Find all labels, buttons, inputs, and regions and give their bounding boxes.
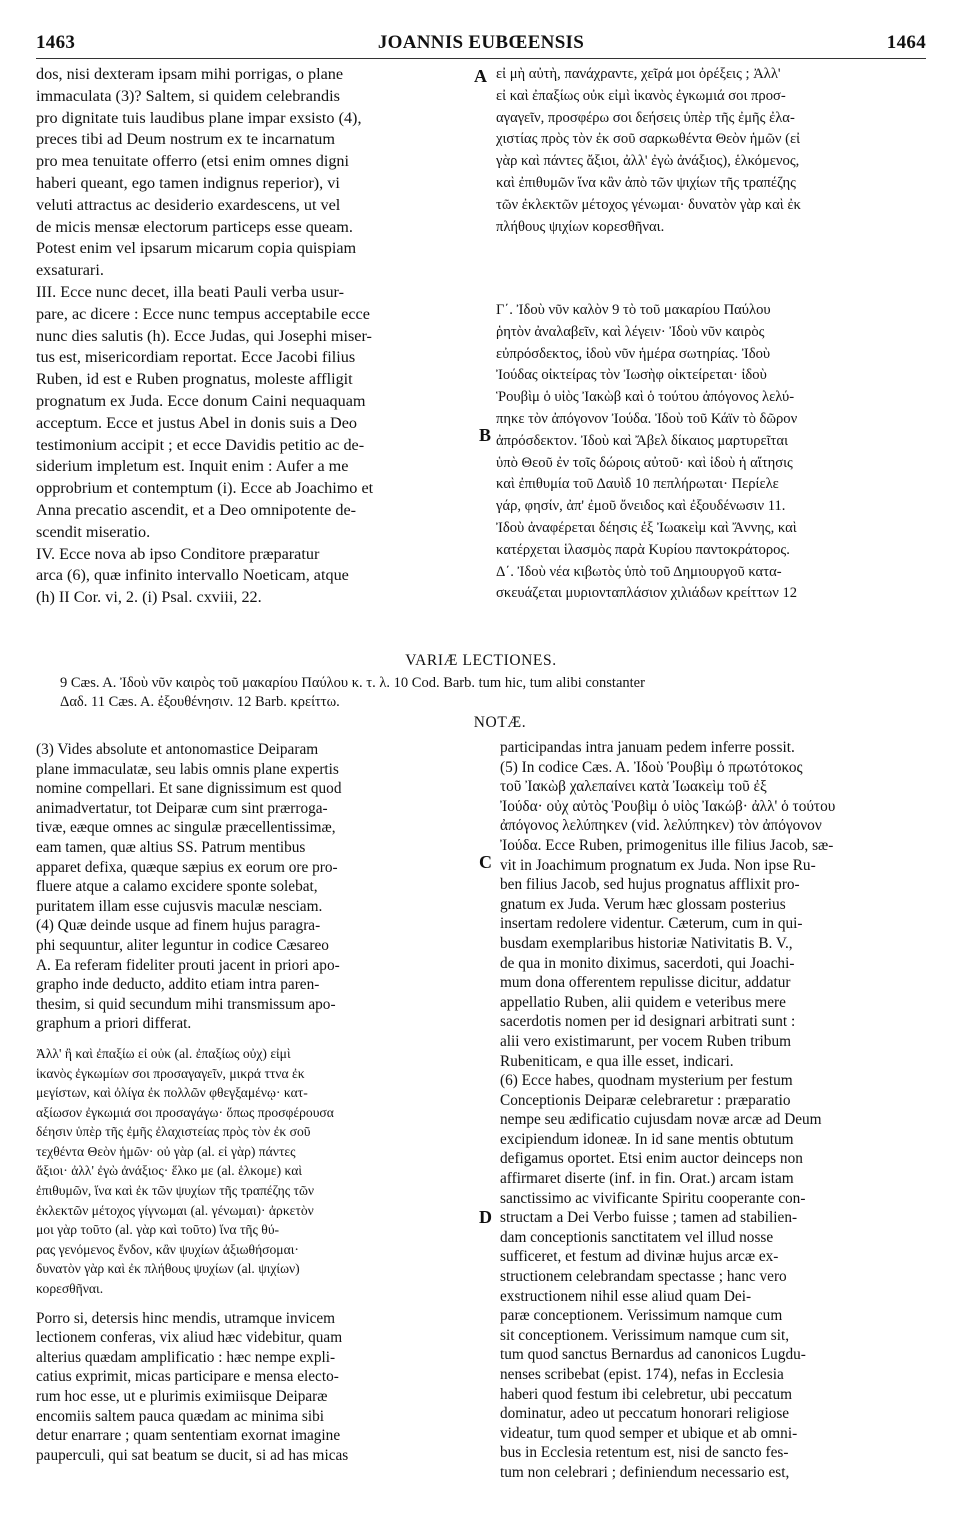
text-line: mum dona offerentem repulisse dicitur, addatur <box>500 974 791 992</box>
text-line: αγαγεῖν, προσφέρω σοι δεήσεις ὑπὲρ τῆς ἐμῆς ἐλα- <box>496 109 795 126</box>
text-line: exsaturari. <box>36 261 104 280</box>
text-line: dam conceptionis sanctitatem vel illud nosse <box>500 1228 774 1246</box>
text-line: Anna precatio ascendit, et a Deo omnipotente de- <box>36 500 357 519</box>
margin-marker-a: A <box>474 66 487 86</box>
text-line: siderium impletum est. Inquit enim : Aufer a me <box>36 457 349 476</box>
text-line: preces tibi ad Deum nostrum ex te incarnatum <box>36 130 335 149</box>
notae-left-column <box>36 740 480 1465</box>
text-line: animadvertatur, tot Deiparæ cum sint prærroga- <box>36 799 328 817</box>
text-line: πλήθους ψιχίων κορεσθῆναι. <box>496 218 665 235</box>
text-line: arca (6), quæ infinito intervallo Noeticam, atque <box>36 566 349 585</box>
text-line: pro mea tenuitate offerro (etsi enim omnes digni <box>36 152 350 171</box>
text-line: IV. Ecce nova ab ipso Conditore præparatur <box>36 544 320 563</box>
text-line: detur enarrare ; quam sententiam exornat imagine <box>36 1427 341 1445</box>
text-line: μεγίστων, καὶ ὀλίγα ἐκ πολλῶν φθεγξαμένῳ· κατ- <box>36 1085 308 1101</box>
text-line: nempe seu ædificatio cujusdam novæ arcæ ad Deum <box>500 1111 822 1129</box>
text-line: Rubeniticam, e qua ille esset, indicari. <box>500 1052 734 1070</box>
text-line: pro dignitate tuis laudibus plane impar exsisto (4), <box>36 108 362 127</box>
text-line: videatur, tum quod semper et ubique et ab omni- <box>500 1424 798 1442</box>
text-line: graphum a priori differat. <box>36 1015 192 1033</box>
text-line: τεχθέντα Θεὸν ἡμῶν· οὐ γὰρ (al. εἰ γὰρ) πάντες <box>36 1143 296 1159</box>
text-line: δυνατὸν γὰρ καὶ ἐκ πλήθους ψυχίων (al. ψιχίων) <box>36 1261 300 1277</box>
text-line: Ἰούδα· οὐχ αὐτὸς Ῥουβὶμ ὁ υἱὸς Ἰακώβ· ἀλλ' ὁ τούτου <box>500 797 836 815</box>
text-line: affirmaret diserte (inf. in fin. Orat.) arcam istam <box>500 1170 794 1188</box>
text-line: dos, nisi dexteram ipsam mihi porrigas, o plane <box>36 65 344 83</box>
text-line: tum quod sanctus Bernardus ad canonicos Lugdu- <box>500 1346 806 1364</box>
greek-main-column-upper <box>496 64 928 238</box>
text-line: thesim, si quid secundum mihi transmissum apo- <box>36 995 336 1013</box>
text-line: Δ΄. Ἰδοὺ νέα κιβωτὸς ὑπὸ τοῦ Δημιουργοῦ κατα- <box>496 563 782 580</box>
text-line: exstructionem nihil esse aliud quam Dei- <box>500 1287 752 1305</box>
text-line: defigamus oportet. Etsi enim auctor deinceps non <box>500 1150 803 1168</box>
text-line: καὶ ἐπιθυμῶν ἵνα κἂν ἀπὸ τῶν ψιχίων τῆς τραπέζης <box>496 174 796 191</box>
text-line: appellatio Ruben, alii quidem e veteribus mere <box>500 993 786 1011</box>
notae-right-column <box>500 738 928 1483</box>
text-line: (3) Vides absolute et antonomastice Deiparam <box>36 741 319 758</box>
text-line: αξίωσον ἐγκωμιά σοι προσαγάγω· ὅπως προσφέρουσα <box>36 1104 334 1120</box>
text-line: Porro si, detersis hinc mendis, utramque invicem <box>36 1309 336 1327</box>
text-line: haberi quod festum ibi celebretur, ubi peccatum <box>500 1385 793 1403</box>
text-line: sacerdotis nomen per id designari arbitrati sunt : <box>500 1013 796 1031</box>
text-line: Ἀλλ' ἢ καὶ ἐπαξίω εἰ οὐκ (al. ἐπαξίως οὐχ) εἰμὶ <box>36 1045 291 1061</box>
text-line: alterius quædam amplificatio : hæc nempe expli- <box>36 1348 336 1366</box>
text-line: Ἰδοὺ ἀναφέρεται δέησις ἐξ Ἰωακεὶμ καὶ Ἄννης, καὶ <box>496 519 797 536</box>
notae-heading: NOTÆ. <box>473 714 527 731</box>
running-header <box>36 30 926 56</box>
text-line: apparet defixa, quæque sæpius ex eorum ore pro- <box>36 858 338 876</box>
text-line: eam tamen, quæ altius SS. Patrum mentibus <box>36 838 306 856</box>
text-line: scendit miseratio. <box>36 522 151 541</box>
text-line: εἰ καὶ ἐπαξίως οὐκ εἰμὶ ἱκανὸς ἐγκωμιά σοι προσ- <box>496 87 786 104</box>
text-line: excipiendum idoneæ. In id sane mentis obtutum <box>500 1130 794 1148</box>
text-line: (4) Quæ deinde usque ad finem hujus paragra- <box>36 917 321 935</box>
text-line: haberi queant, ego tamen indignus reperior), vi <box>36 173 340 192</box>
greek-main-column-lower <box>496 300 928 605</box>
text-line: εἰ μὴ αὐτὴ, πανάχραντε, χεῖρά μοι ὀρέξεις ; Ἀλλ' <box>496 66 781 82</box>
text-line: sit conceptionem. Verissimum namque cum sit, <box>500 1326 790 1344</box>
text-line: ἀπρόσδεκτον. Ἰδοὺ καὶ Ἄβελ δίκαιος μαρτυρεῖται <box>496 432 788 449</box>
text-line: Ἰούδας οἰκτείρας τὸν Ἰωσὴφ οἰκτείρεται· ἰδοὺ <box>496 367 767 384</box>
text-line: tum non celebrari ; definiendum necessario est, <box>500 1463 790 1481</box>
text-line: vit in Joachimum prognatum ex Juda. Non ipse Ru- <box>500 856 816 874</box>
text-line: sanctissimo ac vivificante Spiritu cooperante con- <box>500 1189 806 1207</box>
text-line: dominatur, adeo ut peccatum honorari religiose <box>500 1405 790 1423</box>
text-line: structam a Dei Verbo fuisse ; tamen ad stabilien- <box>500 1209 798 1227</box>
text-line: κατέρχεται ἱλασμὸς παρὰ Κυρίου παντοκράτορος. <box>496 541 790 558</box>
text-line: ἄξιοι· ἀλλ' ἐγὼ ἀνάξιος· ἕλκο με (al. ἑλκομε) καὶ <box>36 1163 303 1179</box>
text-line: fluere atque a calamo excidere sponte solebat, <box>36 878 318 896</box>
text-line: ἱκανὸς ἐγκωμίων σοι προσαγαγεῖν, μικρά ττνα ἐκ <box>36 1065 305 1081</box>
text-line: gnatum ex Juda. Verum hæc glossam posterius <box>500 895 786 913</box>
variae-heading: VARIÆ LECTIONES. <box>405 652 557 669</box>
text-line: σκευάζεται μυριονταπλάσιον χιλιάδων κρείττων 12 <box>496 585 798 602</box>
text-line: ῥητὸν ἀναλαβεῖν, καὶ λέγειν· Ἰδοὺ νῦν καιρὸς <box>496 323 765 340</box>
text-line: καὶ ἐπιθυμία τοῦ Δαυὶδ 10 πεπλήρωται· Περίελε <box>496 476 779 493</box>
text-line: grapho inde deducto, addito etiam intra paren- <box>36 976 320 994</box>
page-number-left: 1463 <box>36 32 76 53</box>
text-line: (h) II Cor. vi, 2. (i) Psal. cxviii, 22. <box>36 588 262 607</box>
text-line: Γ΄. Ἰδοὺ νῦν καλὸν 9 τὸ τοῦ μακαρίου Παύλου <box>496 302 771 318</box>
text-line: ρας γενόμενος ἔνδον, κἂν ψυχίων ἀξιωθήσομαι· <box>36 1241 299 1257</box>
text-line: Ῥουβὶμ ὁ υἱὸς Ἰακὼβ καὶ ὁ τούτου ἀπόγονος λελύ- <box>496 389 795 406</box>
text-line: bus in Ecclesia retentum est, nisi de sancto fes- <box>500 1444 789 1462</box>
margin-marker-d: D <box>479 1207 492 1227</box>
text-line: ben filius Jacob, sed hujus prognatus afflixit pro- <box>500 876 800 894</box>
text-line: A. Ea referam fideliter prouti jacent in priori apo- <box>36 956 340 974</box>
text-line: veluti attractus ac desiderio exardescens, ut vel <box>36 195 341 214</box>
text-line: insertam redolere videntur. Cæterum, cum in qui- <box>500 915 803 933</box>
text-line: encomiis saltem pauca quædam ac minima sibi <box>36 1407 325 1425</box>
text-line: de qua in monito diximus, sacerdoti, qui Joachi- <box>500 954 795 972</box>
text-line: τοῦ Ἰακὼβ χαλεπαίνει κατὰ Ἰωακεὶμ τοῦ ἐξ <box>500 778 767 796</box>
text-line: nunc dies salutis (h). Ecce Judas, qui Josephi miser- <box>36 326 372 345</box>
page-number-right: 1464 <box>886 32 926 53</box>
text-line: alii vero existimarunt, per vocem Ruben tribum <box>500 1032 791 1050</box>
text-line: γάρ, φησίν, ἀπ' ἐμοῦ ὄνειδος καὶ ἐξουδένωσιν 11. <box>496 498 786 515</box>
margin-marker-b: B <box>479 425 492 445</box>
text-line: χιστίας πρὸς τὸν ἐκ σοῦ σαρκωθέντα Θεὸν ἡμῶν (εἰ <box>496 131 801 148</box>
text-line: ἐπιθυμῶν, ἵνα καὶ ἐκ τῶν ψυχίων τῆς τραπέζης τῶν <box>36 1183 315 1199</box>
text-line: tivæ, eæque omnes ac singulæ præcellentissimæ, <box>36 819 336 837</box>
text-line: ἀπόγονος λελύπηκεν (vid. λελύπηκεν) τὸν ἀπόγονον <box>500 817 822 835</box>
text-line: busdam exemplaribus historiæ Nativitatis B. V., <box>500 934 793 952</box>
text-line: Conceptionis Deiparæ celebraretur : præparatio <box>500 1091 791 1109</box>
margin-marker-c: C <box>479 852 492 872</box>
text-line: structionem celebrandam spectasse ; hanc vero <box>500 1268 787 1286</box>
text-line: pare, ac dicere : Ecce nunc tempus acceptabile ecce <box>36 304 370 323</box>
text-line: (5) In codice Cæs. A. Ἰδοὺ Ῥουβὶμ ὁ πρωτότοκος <box>500 758 803 776</box>
note-4-commentary <box>36 1309 480 1466</box>
text-line: pauperculi, qui sat beatum se ducit, si ad has micas <box>36 1446 349 1464</box>
text-line: εὐπρόσδεκτος, ἰδοὺ νῦν ἡμέρα σωτηρίας. Ἰδοὺ <box>496 345 771 362</box>
header-rule <box>36 58 926 59</box>
text-line: opprobrium et contemptum (i). Ecce ab Joachimo et <box>36 479 374 498</box>
latin-main-column <box>36 64 472 609</box>
text-line: μοι γὰρ τοῦτο (al. γὰρ καὶ τοῦτο) ἵνα τῆς θύ- <box>36 1222 280 1238</box>
text-line: τῶν ἐκλεκτῶν μέτοχος γένωμαι· δυνατὸν γὰρ καὶ ἐκ <box>496 196 801 213</box>
text-line: δέησιν ὑπὲρ τῆς ἐμῆς ἐλαχιστείας πρὸς τὸν ἐκ σοῦ <box>36 1124 311 1140</box>
text-line: (6) Ecce habes, quodnam mysterium per festum <box>500 1072 793 1090</box>
text-line: III. Ecce nunc decet, illa beati Pauli verba usur- <box>36 282 344 301</box>
text-line: tus est, misericordiam reportat. Ecce Jacobi filius <box>36 348 356 367</box>
note-4-greek-variant <box>36 1044 480 1299</box>
text-line: lectionem conferas, vix aliud hæc videbitur, quam <box>36 1329 343 1347</box>
text-line: ἐκλεκτῶν μέτοχος γίγνωμαι (al. γένωμαι)· ἀρκετὸν <box>36 1202 314 1218</box>
text-line: sufficeret, et festum ad divinæ hujus arcæ ex- <box>500 1248 779 1266</box>
running-title: JOANNIS EUBŒENSIS <box>377 32 585 53</box>
text-line: acceptum. Ecce et justus Abel in donis suis a Deo <box>36 413 357 432</box>
text-line: puritatem illam esse cujusvis maculæ nesciam. <box>36 897 323 915</box>
text-line: γὰρ καὶ πάντες ἄξιοι, ἀλλ' ἐγὼ ἀνάξιος), ἑλκόμενος, <box>496 153 800 170</box>
text-line: testimonium accipit ; et ecce Davidis petitio ac de- <box>36 435 365 454</box>
note-3-4 <box>36 740 480 1034</box>
text-line: plane immaculatæ, seu labis omnis plane expertis <box>36 760 339 778</box>
text-line: prognatum ex Juda. Ecce donum Caini nequaquam <box>36 391 366 410</box>
text-line: de micis mensæ electorum particeps esse queam. <box>36 217 353 236</box>
text-line: Potest enim vel ipsarum micarum copia quispiam <box>36 239 357 258</box>
variae-lectiones <box>60 674 930 712</box>
text-line: phi sequuntur, aliter leguntur in codice Cæsareo <box>36 936 329 954</box>
text-line: paræ conceptionem. Verissimum namque cum <box>500 1307 783 1325</box>
text-line: participandas intra januam pedem inferre possit. <box>500 739 795 756</box>
text-line: ὑπὸ Θεοῦ ἐν τοῖς δώροις αὐτοῦ· καὶ ἰδοὺ ἡ αἴτησις <box>496 454 793 471</box>
text-line: Ἰούδα. Ecce Ruben, primogenitus ille filius Jacob, sæ- <box>500 836 834 854</box>
text-line: nenses scribebat (epist. 174), nefas in Ecclesia <box>500 1366 784 1383</box>
text-line: catius exprimit, micas participare e mensa electo- <box>36 1368 339 1386</box>
text-line: πηκε τὸν ἀπόγονον Ἰούδα. Ἰδοὺ τοῦ Κάϊν τὸ δῶρον <box>496 410 798 427</box>
text-line: immaculata (3)? Saltem, si quidem celebrandis <box>36 86 340 105</box>
text-line: nomine compellari. Et sane dignissimum est quod <box>36 780 342 798</box>
text-line: rum hoc esse, ut e plurimis eximiisque Deiparæ <box>36 1388 328 1405</box>
text-line: κορεσθῆναι. <box>36 1281 104 1297</box>
text-line: Ruben, id est e Ruben prognatus, moleste affligit <box>36 370 353 389</box>
text-line: Δαδ. 11 Cæs. A. ἐξουθένησιν. 12 Barb. κρείττω. <box>60 694 340 710</box>
text-line: 9 Cæs. A. Ἰδοὺ νῦν καιρὸς τοῦ μακαρίου Παύλου κ. τ. λ. 10 Cod. Barb. tum hic, tum alibi constanter <box>60 675 645 691</box>
